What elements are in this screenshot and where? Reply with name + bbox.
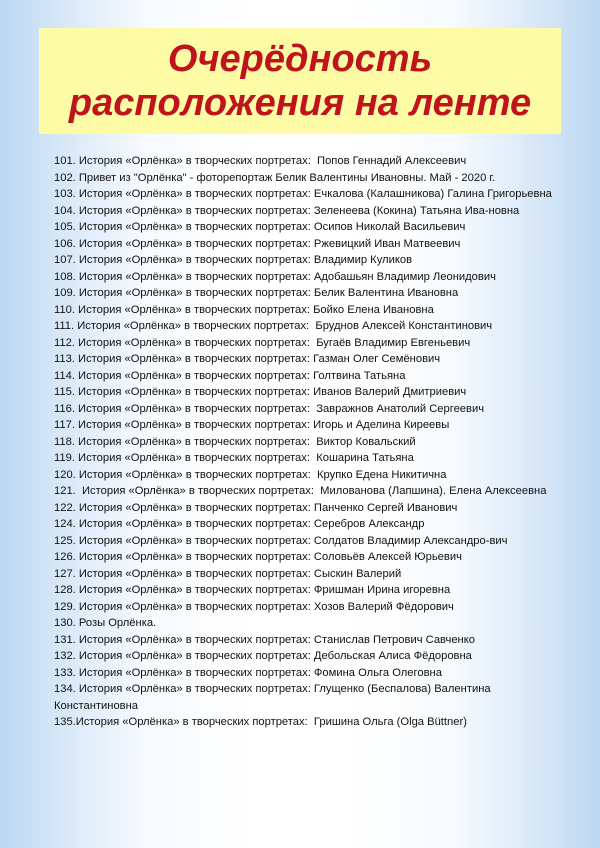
list-item: 107. История «Орлёнка» в творческих портретах: Владимир Куликов: [54, 254, 413, 266]
list-item: 114. История «Орлёнка» в творческих портретах: Голтвина Татьяна: [54, 369, 406, 382]
list-item: 110. История «Орлёнка» в творческих портретах: Бойко Елена Ивановна: [54, 303, 434, 316]
list-item: 118. История «Орлёнка» в творческих портретах: Виктор Ковальский: [54, 435, 416, 448]
list-item: 131. История «Орлёнка» в творческих портретах: Станислав Петрович Савченко: [54, 633, 475, 646]
list-item: 120. История «Орлёнка» в творческих портретах: Крупко Едена Никитична: [54, 468, 447, 481]
list-item: 112. История «Орлёнка» в творческих портретах: Бугаёв Владимир Евгеньевич: [54, 336, 471, 349]
list-item: 104. История «Орлёнка» в творческих портретах: Зеленеева (Кокина) Татьяна Ива-новна: [54, 204, 520, 217]
list-item: 106. История «Орлёнка» в творческих портретах: Ржевицкий Иван Матвеевич: [54, 237, 461, 250]
list-item: 105. История «Орлёнка» в творческих портретах: Осипов Николай Васильевич: [54, 221, 466, 233]
entry-list: [54, 153, 554, 731]
list-item: 132. История «Орлёнка» в творческих портретах: Дебольская Алиса Фёдоровна: [54, 650, 472, 662]
list-item: 124. История «Орлёнка» в творческих портретах: Серебров Александр: [54, 518, 425, 530]
list-item: 127. История «Орлёнка» в творческих портретах: Сыскин Валерий: [54, 567, 402, 580]
title-banner: [39, 28, 561, 134]
list-item: 121. История «Орлёнка» в творческих портретах: Милованова (Лапшина). Елена Алексеевна: [54, 485, 547, 497]
list-item: 113. История «Орлёнка» в творческих портретах: Газман Олег Семёнович: [54, 353, 441, 365]
list-item: 125. История «Орлёнка» в творческих портретах: Солдатов Владимир Александро-вич: [54, 534, 508, 547]
list-item: 111. История «Орлёнка» в творческих портретах: Бруднов Алексей Константинович: [54, 320, 493, 332]
list-item: 119. История «Орлёнка» в творческих портретах: Кошарина Татьяна: [54, 452, 414, 464]
list-item: 116. История «Орлёнка» в творческих портретах: Завражнов Анатолий Сергеевич: [54, 402, 485, 415]
list-item: 101. История «Орлёнка» в творческих портретах: Попов Геннадий Алексеевич: [54, 155, 467, 167]
list-item: 133. История «Орлёнка» в творческих портретах: Фомина Ольга Олеговна: [54, 666, 442, 679]
list-item: 128. История «Орлёнка» в творческих портретах: Фришман Ирина игоревна: [54, 584, 451, 596]
list-item: 117. История «Орлёнка» в творческих портретах: Игорь и Аделина Киреевы: [54, 419, 450, 431]
list-item: 129. История «Орлёнка» в творческих портретах: Хозов Валерий Фёдорович: [54, 600, 454, 613]
list-item: 134. История «Орлёнка» в творческих портретах: Глущенко (Беспалова) Валентина Константиновна: [54, 683, 494, 712]
list-item: 108. История «Орлёнка» в творческих портретах: Адобашьян Владимир Леонидович: [54, 270, 496, 283]
list-item: 126. История «Орлёнка» в творческих портретах: Соловьёв Алексей Юрьевич: [54, 551, 462, 563]
page-title-line-1: Очерёдность: [167, 38, 433, 80]
list-item: 135.История «Орлёнка» в творческих портретах: Гришина Ольга (Olga Büttner): [54, 716, 467, 728]
list-item: 102. Привет из "Орлёнка" - фоторепортаж Белик Валентины Ивановны. Май - 2020 г.: [54, 171, 496, 184]
list-item: 115. История «Орлёнка» в творческих портретах: Иванов Валерий Дмитриевич: [54, 386, 467, 398]
list-item: 109. История «Орлёнка» в творческих портретах: Белик Валентина Ивановна: [54, 287, 459, 299]
list-item: 103. История «Орлёнка» в творческих портретах: Ечкалова (Калашникова) Галина Григорьевна: [54, 188, 552, 200]
list-item: 130. Розы Орлёнка.: [54, 617, 157, 629]
list-item: 122. История «Орлёнка» в творческих портретах: Панченко Сергей Иванович: [54, 501, 458, 514]
page-title-line-2: расположения на ленте: [68, 82, 532, 124]
